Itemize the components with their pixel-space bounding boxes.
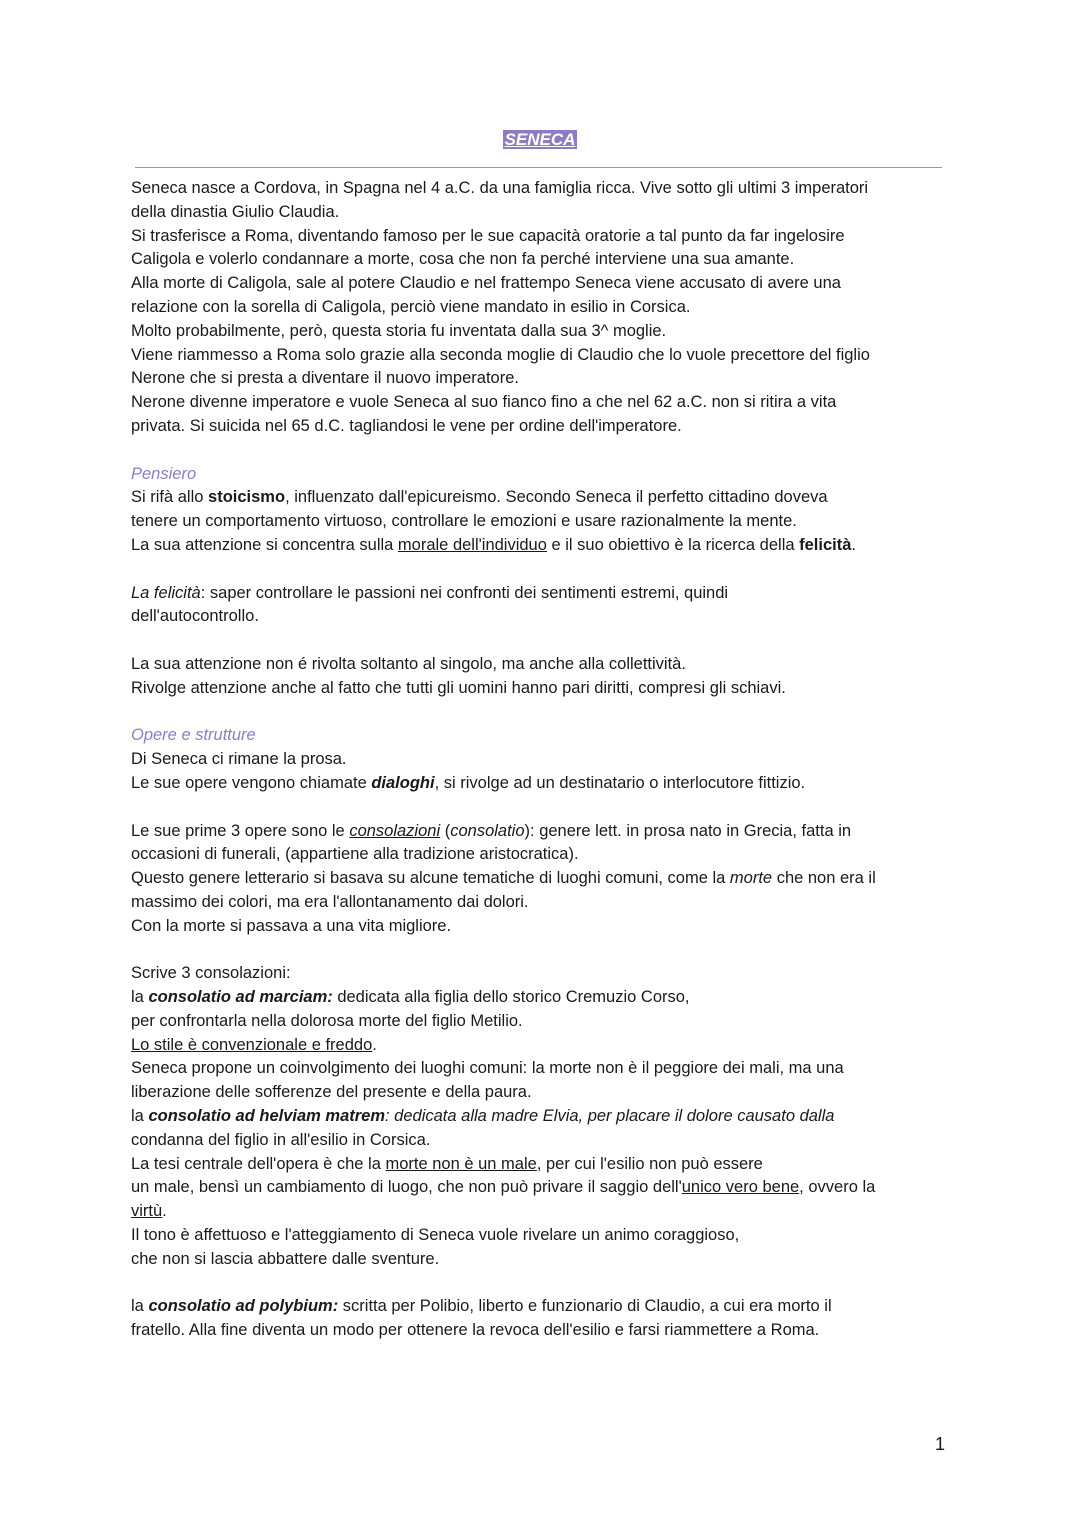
bio-line: Seneca nasce a Cordova, in Spagna nel 4 a.C. da una famiglia ricca. Vive sotto gli ultimi 3 imperatori bbox=[131, 179, 869, 197]
pensiero-line: Si rifà allo stoicismo, influenzato dall'epicureismo. Secondo Seneca il perfetto cittadino doveva bbox=[131, 488, 828, 507]
bio-line: Viene riammesso a Roma solo grazie alla seconda moglie di Claudio che lo vuole precettore del figlio bbox=[131, 345, 870, 364]
title-divider bbox=[135, 167, 942, 168]
opere-line: Questo genere letterario si basava su alcune tematiche di luoghi comuni, come la morte che non era il bbox=[131, 869, 876, 888]
opere-line: Le sue prime 3 opere sono le consolazioni (consolatio): genere lett. in prosa nato in Grecia, fatta in bbox=[131, 821, 852, 840]
bio-line: relazione con la sorella di Caligola, perciò viene mandato in esilio in Corsica. bbox=[131, 297, 691, 316]
section-heading-opere: Opere e strutture bbox=[131, 726, 256, 745]
marciam-line: la consolatio ad marciam: dedicata alla figlia dello storico Cremuzio Corso, bbox=[131, 988, 690, 1007]
opere-line: occasioni di funerali, (appartiene alla tradizione aristocratica). bbox=[131, 845, 579, 864]
bio-line: della dinastia Giulio Claudia. bbox=[131, 202, 340, 221]
opere-line: Scrive 3 consolazioni: bbox=[131, 964, 291, 983]
marciam-line: Lo stile è convenzionale e freddo. bbox=[131, 1035, 377, 1054]
polybium-line: la consolatio ad polybium: scritta per Polibio, liberto e funzionario di Claudio, a cui era morto il bbox=[131, 1297, 832, 1316]
helviam-line: Il tono è affettuoso e l'atteggiamento di Seneca vuole rivelare un animo coraggioso, bbox=[131, 1226, 740, 1245]
helviam-line: condanna del figlio in all'esilio in Corsica. bbox=[131, 1130, 431, 1149]
felicita-line: dell'autocontrollo. bbox=[131, 607, 259, 626]
opere-line: Con la morte si passava a una vita migliore. bbox=[131, 916, 452, 935]
opere-line: massimo dei colori, ma era l'allontanamento dai dolori. bbox=[131, 892, 529, 911]
section-heading-pensiero: Pensiero bbox=[131, 464, 197, 483]
bio-line: privata. Si suicida nel 65 d.C. tagliandosi le vene per ordine dell'imperatore. bbox=[131, 416, 682, 435]
document-body bbox=[131, 177, 961, 1343]
bio-line: Molto probabilmente, però, questa storia fu inventata dalla sua 3^ moglie. bbox=[131, 321, 667, 340]
pensiero-line: tenere un comportamento virtuoso, controllare le emozioni e usare razionalmente la mente. bbox=[131, 512, 797, 531]
opere-line: Di Seneca ci rimane la prosa. bbox=[131, 750, 347, 769]
pensiero-line: La sua attenzione non é rivolta soltanto al singolo, ma anche alla collettività. bbox=[131, 654, 686, 673]
helviam-line: virtù. bbox=[131, 1202, 167, 1221]
bio-line: Nerone che si presta a diventare il nuovo imperatore. bbox=[131, 369, 519, 388]
opere-line: Le sue opere vengono chiamate dialoghi, si rivolge ad un destinatario o interlocutore fittizio. bbox=[131, 773, 806, 792]
bio-line: Alla morte di Caligola, sale al potere Claudio e nel frattempo Seneca viene accusato di avere una bbox=[131, 274, 841, 293]
bio-line: Si trasferisce a Roma, diventando famoso per le sue capacità oratorie a tal punto da far ingelosire bbox=[131, 226, 845, 245]
document-title bbox=[0, 129, 1080, 151]
bio-line: Nerone divenne imperatore e vuole Seneca al suo fianco fino a che nel 62 a.C. non si ritira a vita bbox=[131, 393, 837, 412]
page-number: 1 bbox=[935, 1434, 946, 1454]
helviam-line: un male, bensì un cambiamento di luogo, che non può privare il saggio dell'unico vero bene, ovvero la bbox=[131, 1178, 876, 1197]
polybium-line: fratello. Alla fine diventa un modo per ottenere la revoca dell'esilio e farsi riammettere a Roma. bbox=[131, 1321, 820, 1340]
marciam-line: per confrontarla nella dolorosa morte del figlio Metilio. bbox=[131, 1011, 523, 1030]
bio-line: Caligola e volerlo condannare a morte, cosa che non fa perché interviene una sua amante. bbox=[131, 250, 795, 269]
felicita-line: La felicità: saper controllare le passioni nei confronti dei sentimenti estremi, quindi bbox=[131, 583, 729, 602]
title-highlight: SENECA bbox=[504, 130, 576, 149]
pensiero-line: La sua attenzione si concentra sulla morale dell'individuo e il suo obiettivo è la ricerca della felicità. bbox=[131, 535, 856, 554]
helviam-line: che non si lascia abbattere dalle sventure. bbox=[131, 1249, 440, 1268]
helviam-line: la consolatio ad helviam matrem: dedicata alla madre Elvia, per placare il dolore causato dalla bbox=[131, 1107, 835, 1126]
helviam-line: La tesi centrale dell'opera è che la morte non è un male, per cui l'esilio non può essere bbox=[131, 1154, 763, 1173]
marciam-line: liberazione delle sofferenze del presente e della paura. bbox=[131, 1083, 532, 1102]
pensiero-line: Rivolge attenzione anche al fatto che tutti gli uomini hanno pari diritti, compresi gli schiavi. bbox=[131, 678, 786, 697]
marciam-line: Seneca propone un coinvolgimento dei luoghi comuni: la morte non è il peggiore dei mali, ma una bbox=[131, 1059, 844, 1078]
